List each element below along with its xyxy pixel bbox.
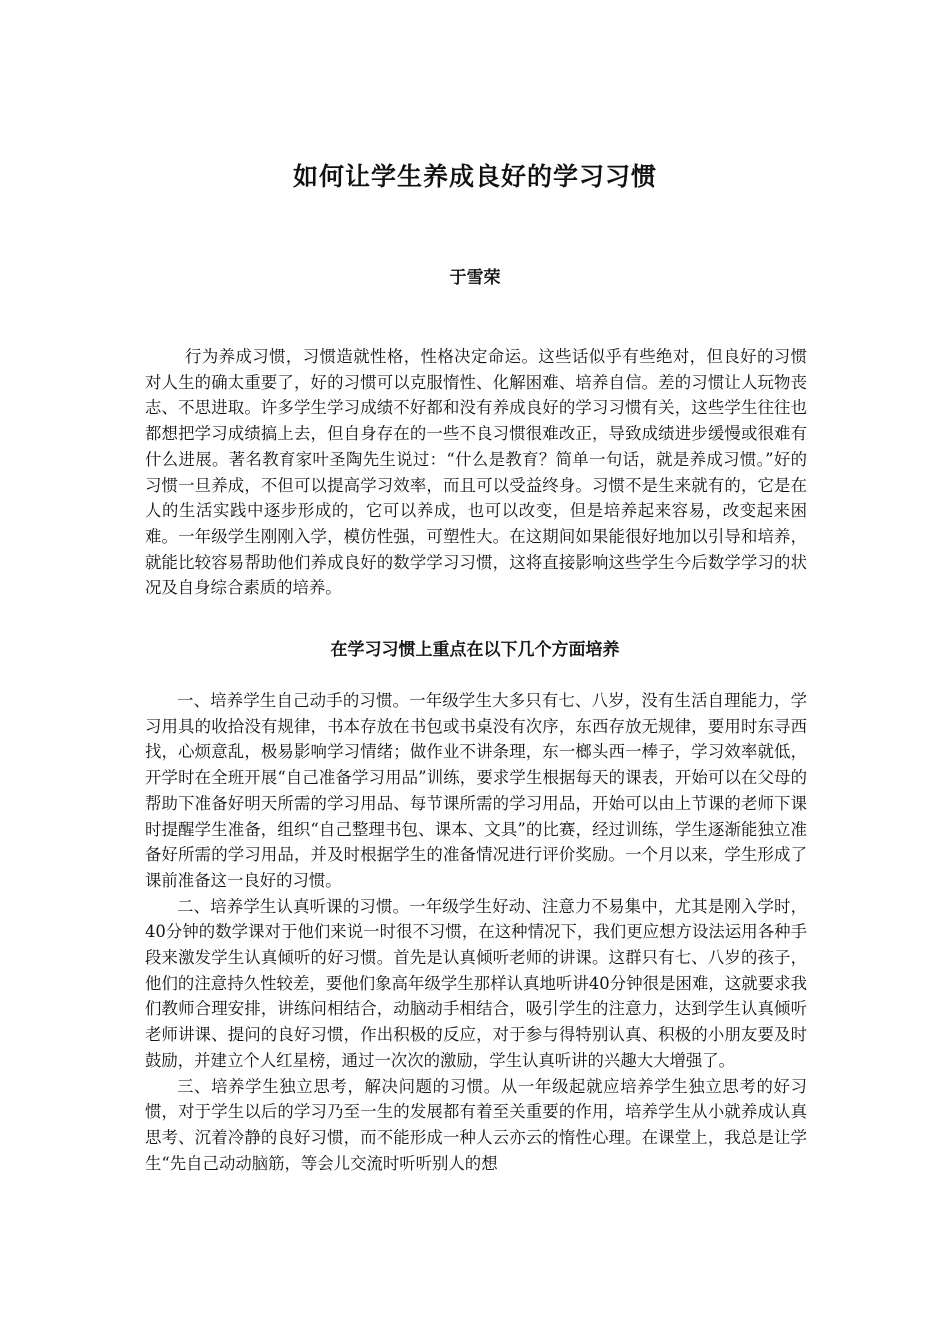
intro-paragraph: 行为养成习惯，习惯造就性格，性格决定命运。这些话似乎有些绝对，但良好的习惯对人生的确太重要了，好的习惯可以克服惰性、化解困难、培养自信。差的习惯让人玩物丧志、不思进取。许多学生学习成绩不好都和没有养成良好的学习习惯有关，这些学生往往也都想把学习成绩搞上去，但自身存在的一些不良习惯很难改正，导致成绩进步缓慢或很难有什么进展。著名教育家叶圣陶先生说过：“什么是教育？简单一句话，就是养成习惯。”好的习惯一旦养成，不但可以提高学习效率，而且可以受益终身。习惯不是生来就有的，它是在人的生活实践中逐步形成的，它可以养成，也可以改变，但是培养起来容易，改变起来困难。一年级学生刚刚入学，模仿性强，可塑性大。在这期间如果能很好地加以引导和培养，就能比较容易帮助他们养成良好的数学学习习惯，这将直接影响这些学生今后数学学习的状况及自身综合素质的培养。 — [145, 347, 807, 598]
habit-paragraph-2: 二、培养学生认真听课的习惯。一年级学生好动、注意力不易集中，尤其是刚入学时，40分钟的数学课对于他们来说一时很不习惯，在这种情况下，我们更应想方设法运用各种手段来激发学生认真倾听的好习惯。首先是认真倾听老师的讲课。这群只有七、八岁的孩子，他们的注意持久性较差，要他们象高年级学生那样认真地听讲40分钟很是困难，这就要求我们教师合理安排，讲练问相结合，动脑动手相结合，吸引学生的注意力，达到学生认真倾听老师讲课、提问的良好习惯，作出积极的反应，对于参与得特别认真、积极的小朋友要及时鼓励，并建立个人红星榜，通过一次次的激励，学生认真听讲的兴趣大大增强了。 — [145, 896, 807, 1070]
habits-sections — [145, 688, 807, 1176]
intro-section — [145, 344, 807, 601]
document-title: 如何让学生养成良好的学习习惯 — [292, 162, 657, 191]
habit-paragraph-1: 一、培养学生自己动手的习惯。一年级学生大多只有七、八岁，没有生活自理能力，学习用具的收拾没有规律，书本存放在书包或书桌没有次序，东西存放无规律，要用时东寻西找，心烦意乱，极易影响学习情绪；做作业不讲条理，东一榔头西一棒子，学习效率就低，开学时在全班开展“自己准备学习用品”训练，要求学生根据每天的课表，开始可以在父母的帮助下准备好明天所需的学习用品、每节课所需的学习用品，开始可以由上节课的老师下课时提醒学生准备，组织“自己整理书包、课本、文具”的比赛，经过训练，学生逐渐能独立准备好所需的学习用品，并及时根据学生的准备情况进行评价奖励。一个月以来，学生形成了课前准备这一良好的习惯。 — [145, 691, 807, 890]
section-heading: 在学习习惯上重点在以下几个方面培养 — [330, 640, 620, 660]
document-author: 于雪荣 — [449, 268, 501, 288]
habit-paragraph-3: 三、培养学生独立思考，解决问题的习惯。从一年级起就应培养学生独立思考的好习惯，对于学生以后的学习乃至一生的发展都有着至关重要的作用，培养学生从小就养成认真思考、沉着冷静的良好习惯，而不能形成一种人云亦云的惰性心理。在课堂上，我总是让学生“先自己动动脑筋，等会儿交流时听听别人的想 — [145, 1076, 807, 1173]
